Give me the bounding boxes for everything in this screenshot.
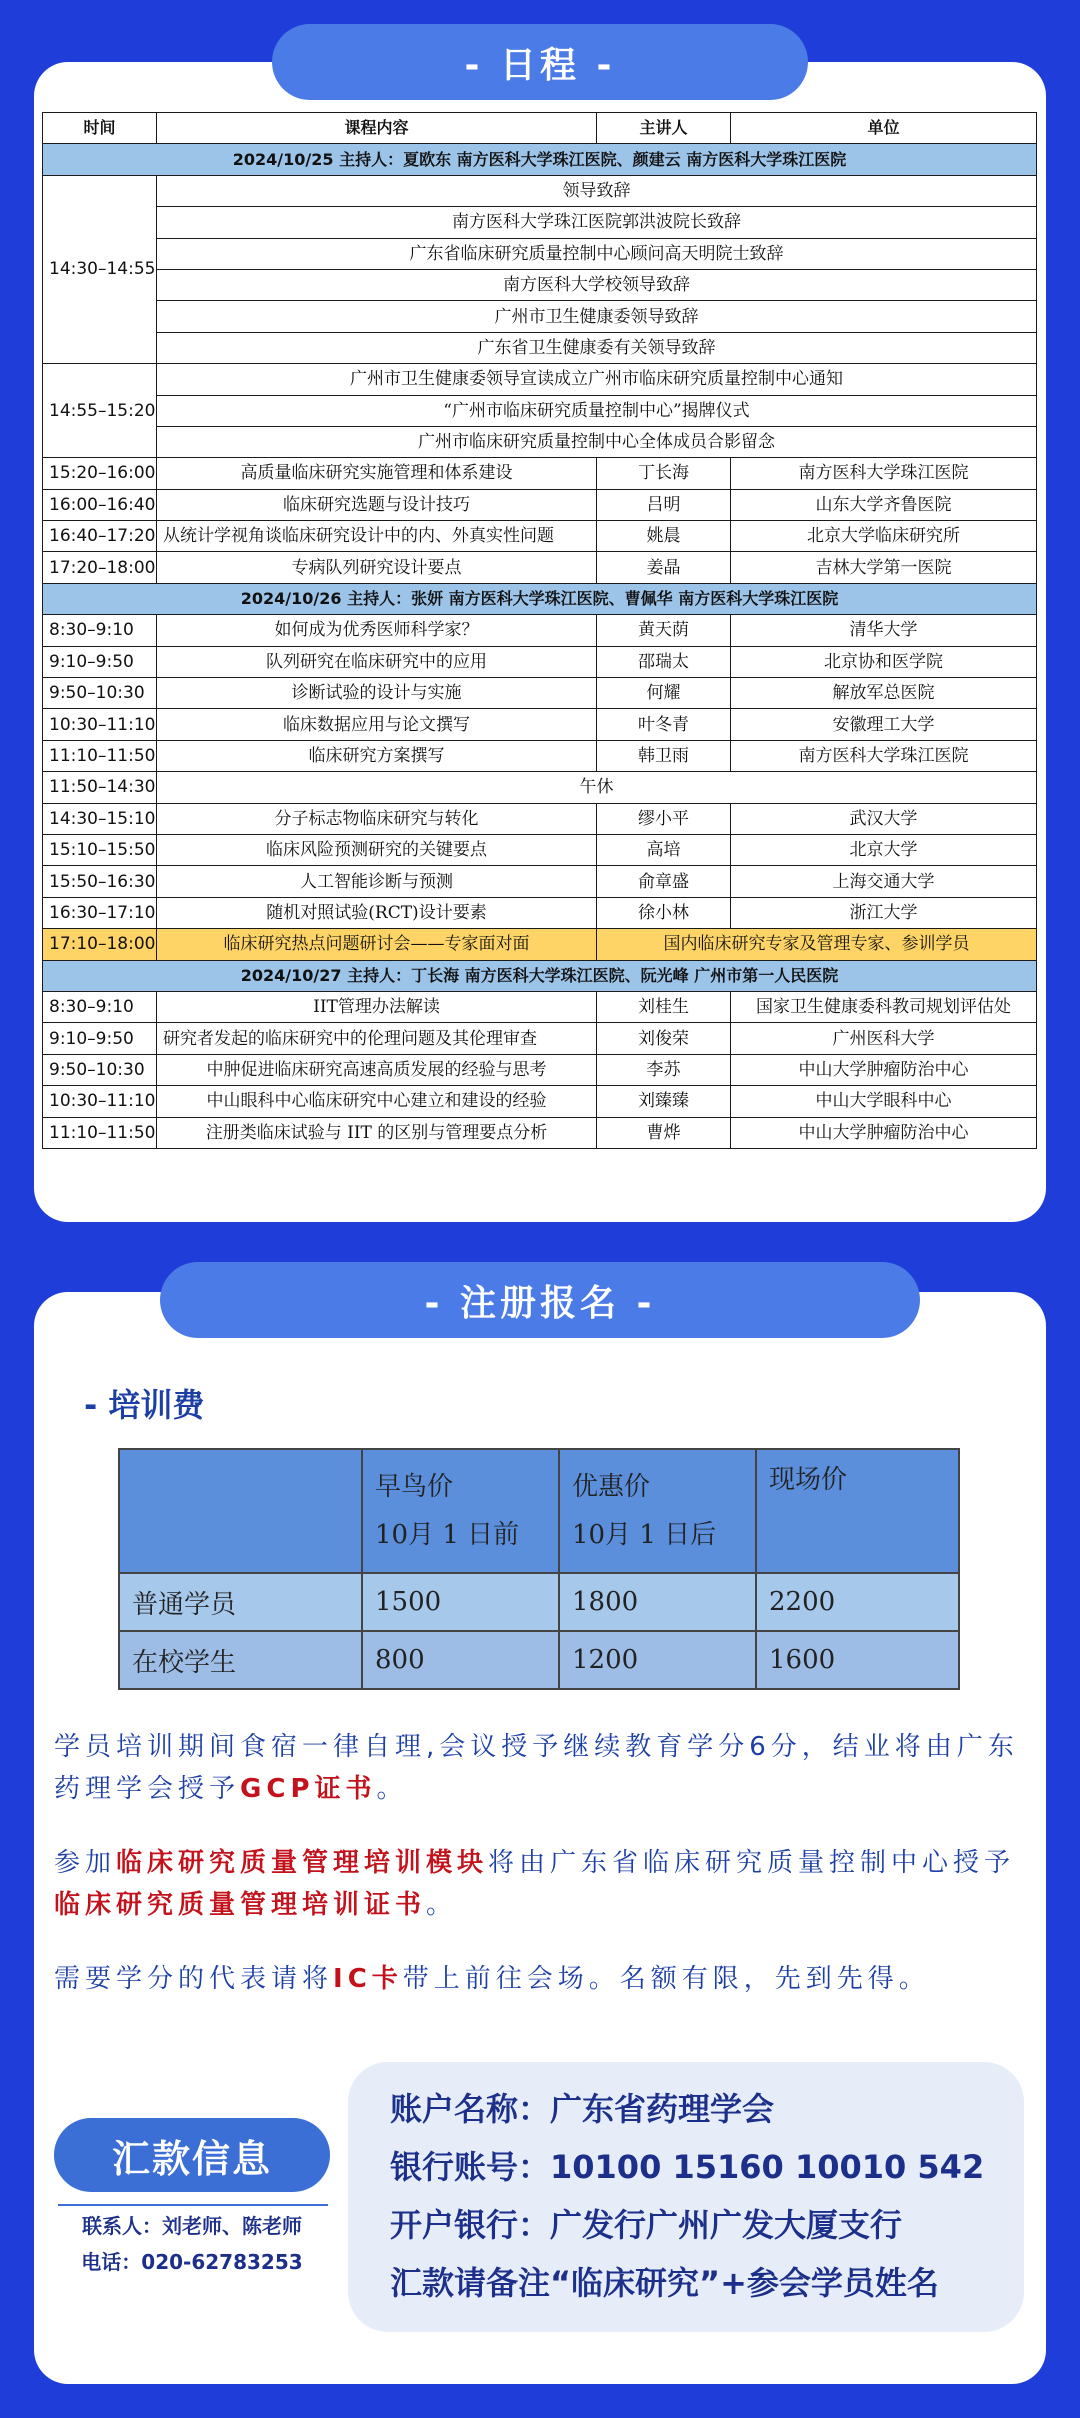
time-cell: 9:50–10:30: [43, 678, 157, 709]
unit-cell: 广州医科大学: [731, 1023, 1037, 1054]
time-cell: 9:50–10:30: [43, 1054, 157, 1085]
fee-col-early-date: 10月 1 日前: [375, 1520, 520, 1550]
program-item: 广州市卫生健康委领导致辞: [157, 301, 1037, 332]
time-cell: 14:30–15:10: [43, 803, 157, 834]
topic-cell: 人工智能诊断与预测: [157, 866, 597, 897]
schedule-title: - 日程 -: [272, 24, 808, 100]
table-row: [43, 1117, 1037, 1148]
fee-heading: - 培训费: [84, 1386, 205, 1424]
fee-value: 1800: [559, 1573, 756, 1631]
note-text: 参加: [54, 1848, 117, 1878]
unit-cell: 国家卫生健康委科教司规划评估处: [731, 991, 1037, 1022]
unit-cell: 山东大学齐鲁医院: [731, 489, 1037, 520]
fee-col-onsite: [756, 1449, 959, 1573]
unit-cell: 吉林大学第一医院: [731, 552, 1037, 583]
time-cell: 14:30–14:55: [43, 175, 157, 363]
time-cell: 15:10–15:50: [43, 834, 157, 865]
time-cell: 8:30–9:10: [43, 615, 157, 646]
fee-row: [119, 1631, 959, 1689]
topic-cell: 临床研究选题与设计技巧: [157, 489, 597, 520]
lunch-break: 午休: [157, 772, 1037, 803]
unit-cell: 中山大学眼科中心: [731, 1086, 1037, 1117]
note-text: 将由广东省临床研究质量控制中心授予: [488, 1848, 1016, 1878]
program-item: 南方医科大学校领导致辞: [157, 269, 1037, 300]
fee-row: [119, 1573, 959, 1631]
topic-cell: 队列研究在临床研究中的应用: [157, 646, 597, 677]
fee-value: 800: [362, 1631, 559, 1689]
speaker-cell: 叶冬青: [597, 709, 731, 740]
unit-cell: 中山大学肿瘤防治中心: [731, 1117, 1037, 1148]
topic-cell: 如何成为优秀医师科学家？: [157, 615, 597, 646]
highlight-row: [43, 929, 1037, 960]
time-cell: 16:40–17:20: [43, 521, 157, 552]
topic-cell: 中山眼科中心临床研究中心建立和建设的经验: [157, 1086, 597, 1117]
day3-header: 2024/10/27 主持人：丁长海 南方医科大学珠江医院、阮光峰 广州市第一人民医院: [43, 960, 1037, 991]
table-row: [43, 269, 1037, 300]
unit-cell: 北京协和医学院: [731, 646, 1037, 677]
training-certificate: 临床研究质量管理培训证书: [54, 1890, 427, 1920]
time-cell: 9:10–9:50: [43, 646, 157, 677]
speaker-cell: 丁长海: [597, 458, 731, 489]
unit-cell: 国内临床研究专家及管理专家、参训学员: [597, 929, 1037, 960]
table-row: [43, 301, 1037, 332]
time-cell: 16:00–16:40: [43, 489, 157, 520]
topic-cell: 高质量临床研究实施管理和体系建设: [157, 458, 597, 489]
fee-col-discount-title: 优惠价: [572, 1472, 651, 1502]
topic-cell: 随机对照试验(RCT)设计要素: [157, 897, 597, 928]
fee-header-row: [119, 1449, 959, 1573]
contact-person: 联系人：刘老师、陈老师: [82, 2214, 302, 2238]
speaker-cell: 邵瑞太: [597, 646, 731, 677]
topic-cell: 分子标志物临床研究与转化: [157, 803, 597, 834]
account-name: 账户名称：广东省药理学会: [390, 2090, 775, 2128]
speaker-cell: 姚晨: [597, 521, 731, 552]
time-cell: 9:10–9:50: [43, 1023, 157, 1054]
time-cell: 14:55–15:20: [43, 364, 157, 458]
table-row: [43, 458, 1037, 489]
day-header-row: [43, 960, 1037, 991]
program-item: 广东省卫生健康委有关领导致辞: [157, 332, 1037, 363]
topic-cell: 诊断试验的设计与实施: [157, 678, 597, 709]
speaker-cell: 黄天荫: [597, 615, 731, 646]
table-row: [43, 834, 1037, 865]
training-module: 临床研究质量管理培训模块: [116, 1848, 489, 1878]
divider: [58, 2204, 328, 2206]
unit-cell: 解放军总医院: [731, 678, 1037, 709]
table-row: [43, 1054, 1037, 1085]
topic-cell: 从统计学视角谈临床研究设计中的内、外真实性问题: [157, 521, 597, 552]
program-item: 广州市临床研究质量控制中心全体成员合影留念: [157, 426, 1037, 457]
note-text: 学员培训期间食宿一律自理,会议授予继续教育学分6分，结业将由广东药理学会授予: [54, 1732, 1019, 1804]
time-cell: 16:30–17:10: [43, 897, 157, 928]
time-cell: 10:30–11:10: [43, 709, 157, 740]
fee-value: 1200: [559, 1631, 756, 1689]
fee-value: 1600: [756, 1631, 959, 1689]
table-header-row: [43, 113, 1037, 144]
time-cell: 11:50–14:30: [43, 772, 157, 803]
note-paragraph-2: [54, 1842, 1026, 1926]
table-row: [43, 175, 1037, 206]
topic-cell: 临床数据应用与论文撰写: [157, 709, 597, 740]
note-text: 。: [426, 1890, 458, 1920]
time-cell: 15:50–16:30: [43, 866, 157, 897]
topic-cell: 中肿促进临床研究高速高质发展的经验与思考: [157, 1054, 597, 1085]
schedule-table: [42, 112, 1037, 1149]
registration-title: - 注册报名 -: [160, 1262, 920, 1338]
table-row: [43, 646, 1037, 677]
time-cell: 11:10–11:50: [43, 1117, 157, 1148]
note-text: 需要学分的代表请将: [54, 1964, 334, 1994]
speaker-cell: 曹烨: [597, 1117, 731, 1148]
remittance-title: 汇款信息: [54, 2118, 330, 2192]
header-speaker: 主讲人: [597, 113, 731, 144]
table-row: [43, 489, 1037, 520]
table-row: [43, 866, 1037, 897]
time-cell: 17:10–18:00: [43, 929, 157, 960]
time-cell: 8:30–9:10: [43, 991, 157, 1022]
topic-cell: IIT管理办法解读: [157, 991, 597, 1022]
speaker-cell: 李苏: [597, 1054, 731, 1085]
table-row: [43, 991, 1037, 1022]
program-item: 领导致辞: [157, 175, 1037, 206]
schedule-card: [34, 62, 1046, 1222]
fee-corner-cell: [119, 1449, 362, 1573]
day1-header: 2024/10/25 主持人：夏欧东 南方医科大学珠江医院、颜建云 南方医科大学珠江医院: [43, 144, 1037, 175]
table-row: [43, 1023, 1037, 1054]
contact-phone: 电话：020-62783253: [81, 2250, 303, 2274]
table-row: [43, 521, 1037, 552]
fee-row-label: 普通学员: [119, 1573, 362, 1631]
speaker-cell: 刘俊荣: [597, 1023, 731, 1054]
note-text: 。: [376, 1774, 408, 1804]
fee-col-early-title: 早鸟价: [375, 1472, 454, 1502]
unit-cell: 南方医科大学珠江医院: [731, 740, 1037, 771]
unit-cell: 中山大学肿瘤防治中心: [731, 1054, 1037, 1085]
fee-col-discount-date: 10月 1 日后: [572, 1520, 717, 1550]
program-item: 南方医科大学珠江医院郭洪波院长致辞: [157, 207, 1037, 238]
speaker-cell: 吕明: [597, 489, 731, 520]
table-row: [43, 395, 1037, 426]
program-item: 广东省临床研究质量控制中心顾问高天明院士致辞: [157, 238, 1037, 269]
table-row: [43, 552, 1037, 583]
fee-table: [118, 1448, 960, 1690]
speaker-cell: 高培: [597, 834, 731, 865]
unit-cell: 北京大学: [731, 834, 1037, 865]
topic-cell: 临床研究方案撰写: [157, 740, 597, 771]
account-number: 银行账号：10100 15160 10010 542: [390, 2148, 985, 2186]
topic-cell: 临床风险预测研究的关键要点: [157, 834, 597, 865]
table-row: [43, 678, 1037, 709]
header-time: 时间: [43, 113, 157, 144]
time-cell: 11:10–11:50: [43, 740, 157, 771]
unit-cell: 浙江大学: [731, 897, 1037, 928]
speaker-cell: 何耀: [597, 678, 731, 709]
unit-cell: 清华大学: [731, 615, 1037, 646]
topic-cell: 专病队列研究设计要点: [157, 552, 597, 583]
fee-col-early: [362, 1449, 559, 1573]
table-row: [43, 207, 1037, 238]
table-row: [43, 238, 1037, 269]
header-content: 课程内容: [157, 113, 597, 144]
unit-cell: 上海交通大学: [731, 866, 1037, 897]
speaker-cell: 姜晶: [597, 552, 731, 583]
topic-cell: 研究者发起的临床研究中的伦理问题及其伦理审查: [157, 1023, 597, 1054]
speaker-cell: 刘臻臻: [597, 1086, 731, 1117]
speaker-cell: 徐小林: [597, 897, 731, 928]
table-row: [43, 740, 1037, 771]
note-text: 带上前往会场。名额有限，先到先得。: [402, 1964, 930, 1994]
speaker-cell: 刘桂生: [597, 991, 731, 1022]
day-header-row: [43, 583, 1037, 614]
unit-cell: 武汉大学: [731, 803, 1037, 834]
header-unit: 单位: [731, 113, 1037, 144]
day-header-row: [43, 144, 1037, 175]
table-row: [43, 709, 1037, 740]
program-item: 广州市卫生健康委领导宣读成立广州市临床研究质量控制中心通知: [157, 364, 1037, 395]
remittance-memo: 汇款请备注“临床研究”+参会学员姓名: [390, 2264, 939, 2302]
program-item: “广州市临床研究质量控制中心”揭牌仪式: [157, 395, 1037, 426]
table-row: [43, 772, 1037, 803]
table-row: [43, 803, 1037, 834]
time-cell: 10:30–11:10: [43, 1086, 157, 1117]
ic-card: IC卡: [333, 1964, 403, 1994]
speaker-cell: 韩卫雨: [597, 740, 731, 771]
gcp-certificate: GCP证书: [240, 1774, 377, 1804]
table-row: [43, 364, 1037, 395]
fee-row-label: 在校学生: [119, 1631, 362, 1689]
day2-header: 2024/10/26 主持人：张妍 南方医科大学珠江医院、曹佩华 南方医科大学珠江医院: [43, 583, 1037, 614]
bank-name: 开户银行：广发行广州广发大厦支行: [390, 2206, 903, 2244]
time-cell: 17:20–18:00: [43, 552, 157, 583]
note-paragraph-3: [54, 1958, 1026, 2000]
fee-col-onsite-title: 现场价: [769, 1465, 848, 1495]
fee-value: 1500: [362, 1573, 559, 1631]
note-paragraph-1: [54, 1726, 1026, 1810]
fee-col-discount: [559, 1449, 756, 1573]
table-row: [43, 897, 1037, 928]
table-row: [43, 1086, 1037, 1117]
unit-cell: 南方医科大学珠江医院: [731, 458, 1037, 489]
speaker-cell: 缪小平: [597, 803, 731, 834]
table-row: [43, 426, 1037, 457]
fee-value: 2200: [756, 1573, 959, 1631]
unit-cell: 安徽理工大学: [731, 709, 1037, 740]
unit-cell: 北京大学临床研究所: [731, 521, 1037, 552]
speaker-cell: 俞章盛: [597, 866, 731, 897]
topic-cell: 临床研究热点问题研讨会——专家面对面: [157, 929, 597, 960]
table-row: [43, 332, 1037, 363]
time-cell: 15:20–16:00: [43, 458, 157, 489]
table-row: [43, 615, 1037, 646]
topic-cell: 注册类临床试验与 IIT 的区别与管理要点分析: [157, 1117, 597, 1148]
